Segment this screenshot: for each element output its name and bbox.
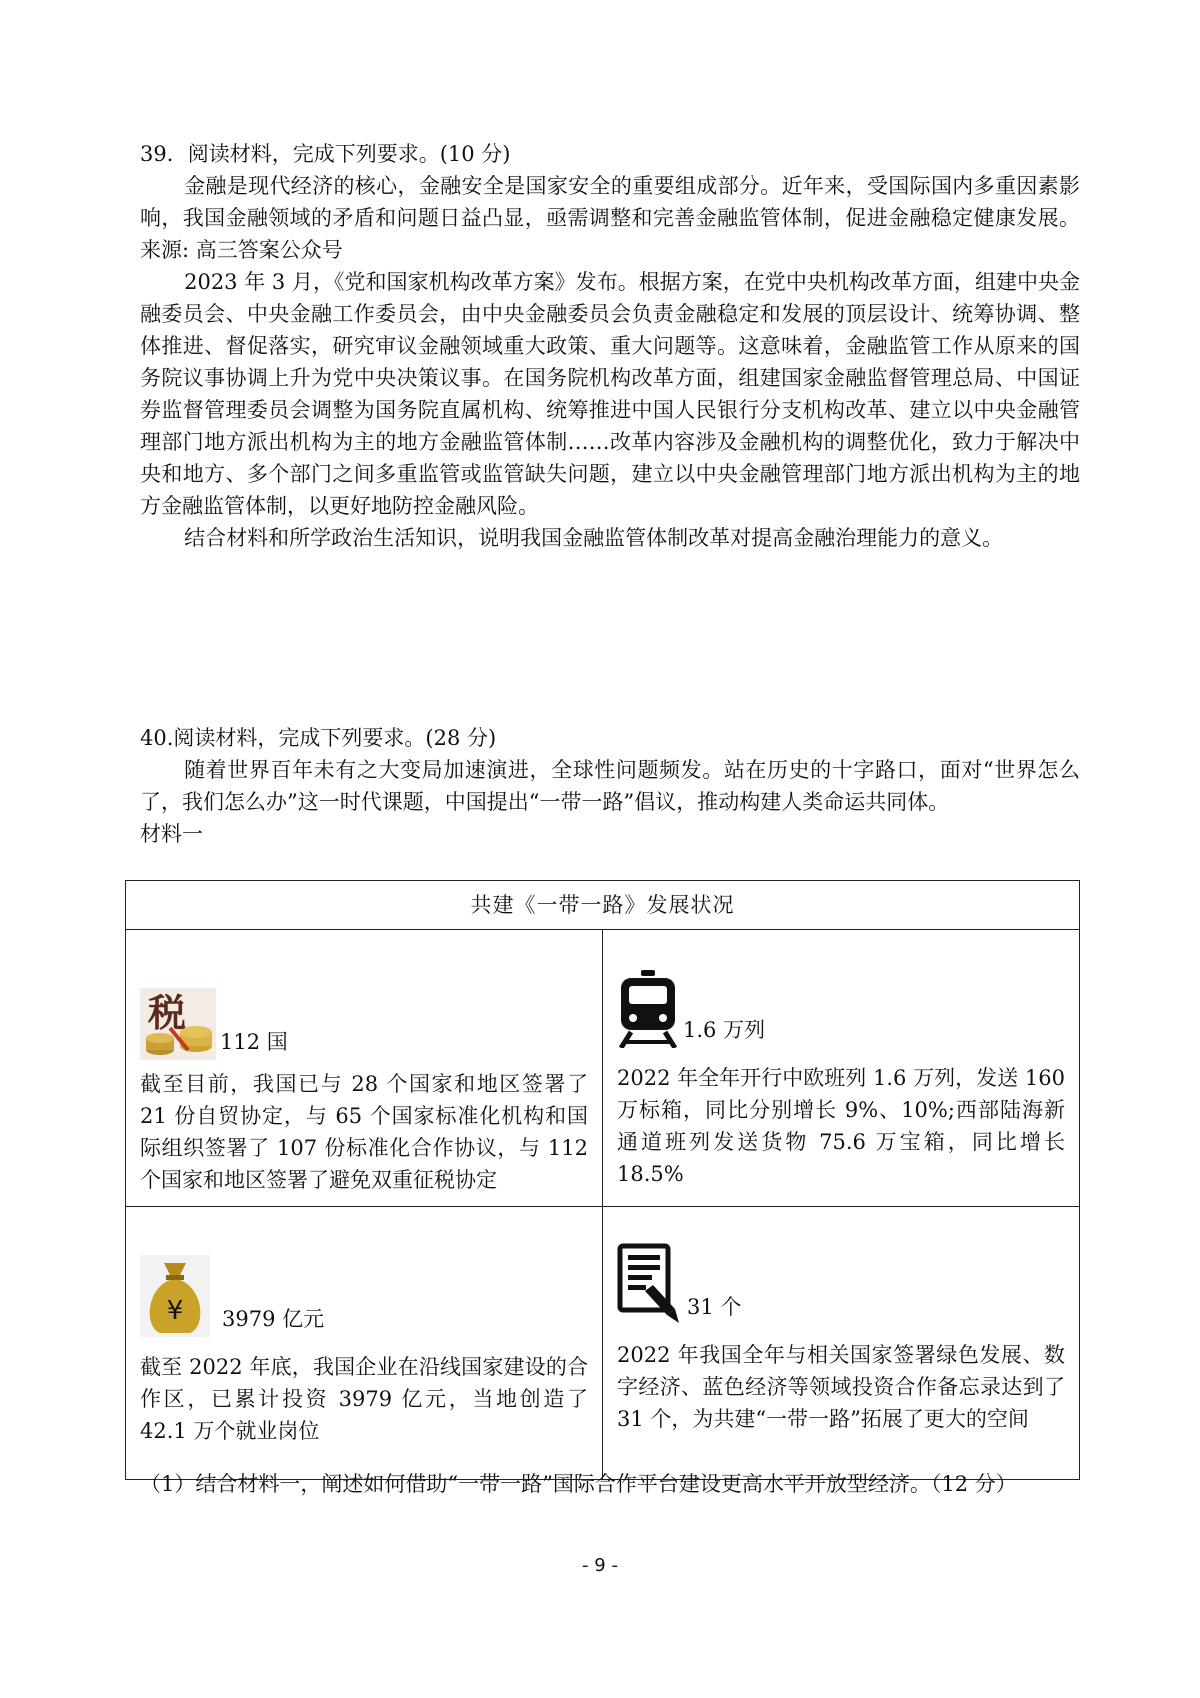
desc-agreements: 2022 年我国全年与相关国家签署绿色发展、数字经济、蓝色经济等领域投资合作备忘录达到了 31 个，为共建“一带一路”拓展了更大的空间 [617, 1343, 1065, 1431]
money-bag-icon [140, 1255, 210, 1337]
sub-question-1-block [140, 1468, 1080, 1500]
question-39 [140, 138, 1080, 554]
stat-tax: 112 国 [220, 1030, 288, 1054]
question-39-paragraph-1: 金融是现代经济的核心，金融安全是国家安全的重要组成部分。近年来，受国际国内多重因素影响，我国金融领域的矛盾和问题日益凸显，亟需调整和完善金融监管体制，促进金融稳定健康发展。来源: 高三答案公众号 [140, 174, 1080, 262]
belt-road-table [125, 880, 1080, 1480]
stat-train: 1.6 万列 [683, 1018, 766, 1042]
tax-icon [140, 988, 216, 1060]
document-pen-icon [617, 1243, 683, 1325]
question-39-paragraph-3: 结合材料和所学政治生活知识，说明我国金融监管体制改革对提高金融治理能力的意义。 [184, 526, 1004, 550]
question-40-intro: 随着世界百年未有之大变局加速演进，全球性问题频发。站在历史的十字路口，面对“世界怎么了，我们怎么办”这一时代课题，中国提出“一带一路”倡议，推动构建人类命运共同体。 [140, 758, 1080, 814]
question-40-title: 40.阅读材料，完成下列要求。(28 分) [140, 726, 497, 750]
sub-question-1: （1）结合材料一，阐述如何借助“一带一路”国际合作平台建设更高水平开放型经济。（12 分） [140, 1472, 1017, 1496]
desc-tax: 截至目前，我国已与 28 个国家和地区签署了 21 份自贸协定，与 65 个国家标准化机构和国际组织签署了 107 份标准化合作协议，与 112 个国家和地区签署了避免双重征税协定 [140, 1072, 588, 1192]
table-cell-tax [126, 930, 603, 1207]
question-40 [140, 722, 1080, 850]
page-number: - 9 - [582, 1555, 618, 1576]
money-bag-icon-glyph: ¥ [166, 1296, 184, 1326]
table-cell-train [603, 930, 1080, 1207]
train-icon [617, 970, 679, 1048]
question-39-paragraph-2: 2023 年 3 月，《党和国家机构改革方案》发布。根据方案，在党中央机构改革方面，组建中央金融委员会、中央金融工作委员会，由中央金融委员会负责金融稳定和发展的顶层设计、统筹协调、整体推进、督促落实，研究审议金融领域重大政策、重大问题等。这意味着，金融监管工作从原来的国务院议事协调上升为党中央决策议事。在国务院机构改革方面，组建国家金融监督管理总局、中国证券监督管理委员会调整为国务院直属机构、统筹推进中国人民银行分支机构改革、建立以中央金融管理部门地方派出机构为主的地方金融监管体制……改革内容涉及金融机构的调整优化，致力于解决中央和地方、多个部门之间多重监管或监管缺失问题，建立以中央金融管理部门地方派出机构为主的地方金融监管体制，以更好地防控金融风险。 [140, 270, 1080, 518]
stat-agreements: 31 个 [687, 1295, 742, 1319]
stat-investment: 3979 亿元 [222, 1307, 325, 1331]
table-cell-agreements [603, 1207, 1080, 1480]
material-one-label: 材料一 [140, 822, 203, 846]
table-title: 共建《一带一路》发展状况 [126, 881, 1080, 930]
tax-icon-glyph: 税 [148, 990, 187, 1035]
desc-investment: 截至 2022 年底，我国企业在沿线国家建设的合作区，已累计投资 3979 亿元，当地创造了 42.1 万个就业岗位 [140, 1355, 588, 1443]
question-39-title: 39．阅读材料，完成下列要求。(10 分) [140, 142, 511, 166]
table-cell-investment [126, 1207, 603, 1480]
desc-train: 2022 年全年开行中欧班列 1.6 万列，发送 160 万标箱，同比分别增长 9%、10%;西部陆海新通道班列发送货物 75.6 万宝箱，同比增长 18.5% [617, 1066, 1065, 1186]
